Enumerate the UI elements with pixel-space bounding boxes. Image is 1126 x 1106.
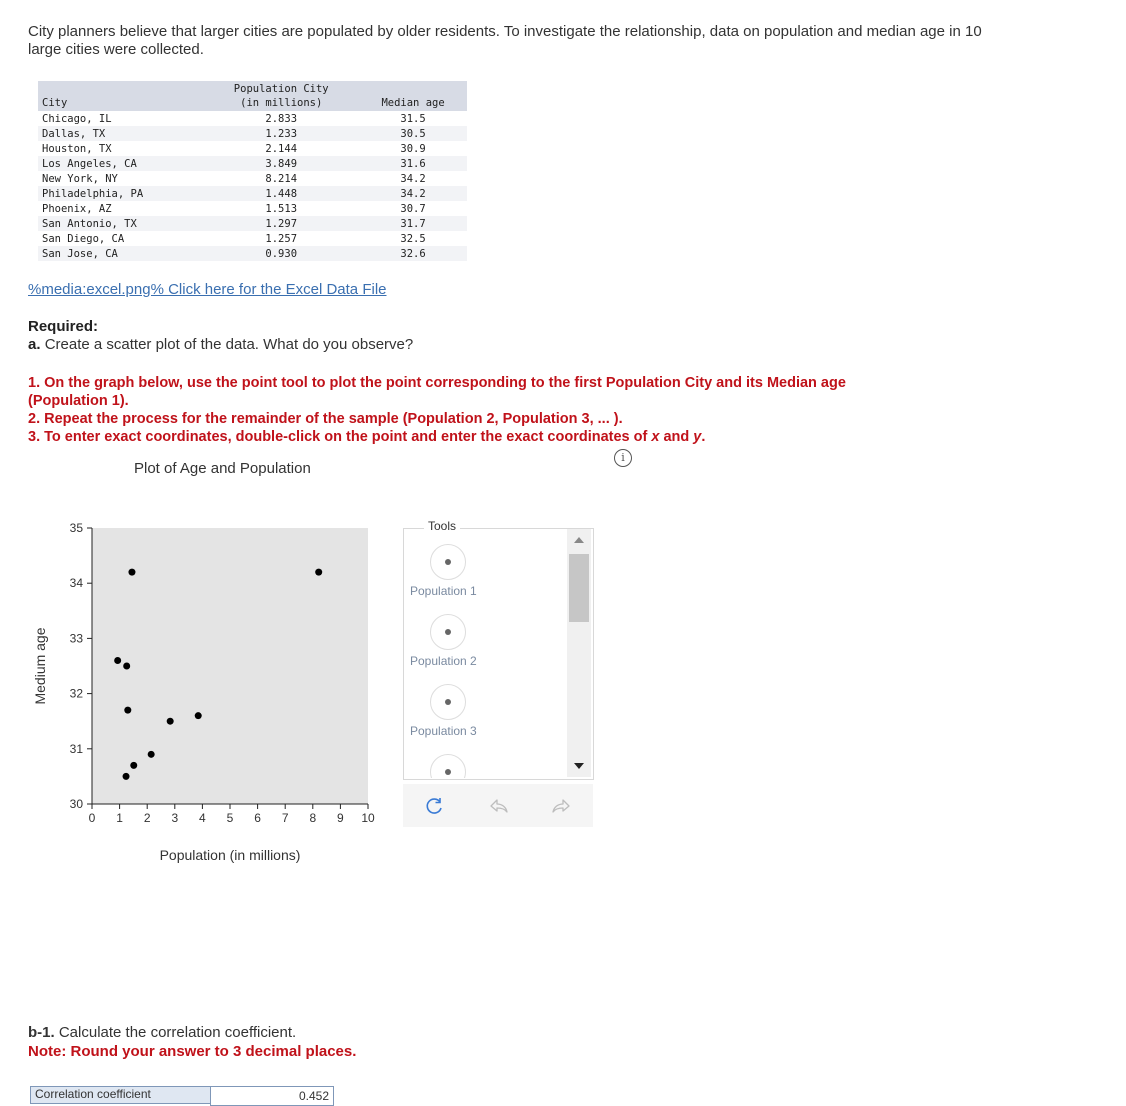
cell-median-age: 30.5	[359, 126, 467, 141]
cell-city: Los Angeles, CA	[38, 156, 203, 171]
cell-city: San Diego, CA	[38, 231, 203, 246]
part-b1-text: Calculate the correlation coefficient.	[58, 1024, 297, 1041]
data-point[interactable]	[130, 762, 137, 769]
y-tick-label: 31	[69, 741, 83, 756]
table-row	[38, 216, 467, 231]
scroll-down-arrow-icon[interactable]	[574, 763, 584, 769]
data-point[interactable]	[315, 569, 322, 576]
x-tick-label: 9	[337, 811, 344, 825]
table-row	[38, 126, 467, 141]
point-tool-icon	[445, 769, 451, 775]
tool-label: Population 1	[410, 584, 477, 598]
part-b1-note: Note: Round your answer to 3 decimal places.	[28, 1043, 357, 1060]
header-population-line2: (in millions)	[240, 97, 323, 109]
instruction-line-1: 1. On the graph below, use the point tool to plot the point corresponding to the first Population City and its Median age (Population 1).	[28, 375, 846, 409]
x-tick-label: 8	[309, 811, 317, 825]
y-tick-label: 35	[69, 521, 83, 535]
tools-scrollbar[interactable]	[567, 529, 591, 777]
instruction-x-var: x	[651, 429, 660, 445]
instruction-line-3	[28, 428, 908, 446]
cell-population: 1.233	[203, 126, 359, 141]
tools-panel	[403, 528, 594, 780]
chart-title: Plot of Age and Population	[134, 460, 311, 477]
x-tick-label: 0	[88, 811, 96, 825]
reset-icon	[425, 796, 445, 816]
instruction-line-3-and: and	[659, 429, 694, 445]
cell-population: 0.930	[203, 246, 359, 261]
part-a-prefix: a.	[28, 336, 41, 353]
required-heading: Required:	[28, 318, 99, 335]
cell-population: 1.297	[203, 216, 359, 231]
cell-city: Chicago, IL	[38, 111, 203, 126]
cell-city: San Antonio, TX	[38, 216, 203, 231]
x-tick-label: 2	[143, 811, 151, 825]
table-row	[38, 186, 467, 201]
data-point[interactable]	[123, 663, 130, 670]
cell-city: New York, NY	[38, 171, 203, 186]
y-tick-label: 33	[69, 631, 83, 646]
y-tick-label: 30	[69, 797, 83, 811]
tools-title: Tools	[424, 519, 460, 533]
cell-median-age: 32.5	[359, 231, 467, 246]
point-tool-button[interactable]	[430, 544, 466, 580]
point-tool-icon	[445, 559, 451, 565]
cell-city: Phoenix, AZ	[38, 201, 203, 216]
correlation-label: Correlation coefficient	[30, 1086, 214, 1104]
table-row	[38, 171, 467, 186]
cell-median-age: 32.6	[359, 246, 467, 261]
point-tool-button[interactable]	[430, 614, 466, 650]
data-point[interactable]	[195, 712, 202, 719]
cell-median-age: 30.7	[359, 201, 467, 216]
part-b1-section	[28, 1023, 356, 1061]
header-population-line1: Population City	[233, 83, 329, 95]
x-tick-label: 6	[254, 811, 261, 825]
data-point[interactable]	[123, 773, 130, 780]
redo-button[interactable]	[548, 793, 574, 819]
scroll-up-arrow-icon[interactable]	[574, 537, 584, 543]
cell-median-age: 31.5	[359, 111, 467, 126]
cell-population: 1.513	[203, 201, 359, 216]
data-point[interactable]	[124, 707, 131, 714]
x-axis-label: Population (in millions)	[159, 847, 301, 863]
x-tick-label: 7	[281, 811, 289, 825]
instruction-line-3-text: 3. To enter exact coordinates, double-click on the point and enter the exact coordinates of	[28, 429, 652, 445]
data-point[interactable]	[148, 751, 155, 758]
tool-population-1[interactable]	[410, 544, 560, 614]
x-tick-label: 3	[171, 811, 179, 825]
table-row	[38, 141, 467, 156]
undo-icon	[488, 796, 510, 816]
data-table	[38, 81, 467, 261]
cell-population: 1.257	[203, 231, 359, 246]
part-a-text: Create a scatter plot of the data. What do you observe?	[44, 336, 414, 353]
answer-row	[30, 1086, 330, 1106]
problem-intro: City planners believe that larger cities are populated by older residents. To investigate the relationship, data on population and median age in 10 large cities were collected.	[28, 23, 982, 58]
point-tool-button[interactable]	[430, 684, 466, 720]
x-tick-label: 4	[199, 811, 206, 825]
action-bar	[403, 784, 593, 827]
instruction-line-3-end: .	[701, 429, 706, 445]
tool-label: Population 2	[410, 654, 477, 668]
table-body	[38, 111, 467, 261]
point-tool-icon	[445, 699, 451, 705]
graph-instructions	[28, 374, 908, 446]
table-header-row	[38, 81, 467, 111]
tool-population-4-partial[interactable]	[410, 754, 560, 778]
instruction-y-var: y	[693, 429, 702, 445]
table-row	[38, 111, 467, 126]
scatter-graph[interactable]	[0, 500, 400, 880]
scroll-thumb[interactable]	[569, 554, 589, 622]
header-median-age: Median age	[359, 81, 467, 111]
required-section	[28, 318, 413, 354]
reset-button[interactable]	[422, 793, 448, 819]
info-icon[interactable]: i	[614, 449, 632, 467]
point-tool-button[interactable]	[430, 754, 466, 778]
table-row	[38, 231, 467, 246]
y-axis-label: Medium age	[32, 627, 48, 705]
data-point[interactable]	[128, 569, 135, 576]
cell-city: Dallas, TX	[38, 126, 203, 141]
cell-median-age: 31.6	[359, 156, 467, 171]
tool-label: Population 3	[410, 724, 477, 738]
cell-median-age: 34.2	[359, 171, 467, 186]
cell-population: 2.833	[203, 111, 359, 126]
y-tick-label: 32	[69, 686, 83, 701]
table-row	[38, 246, 467, 261]
cell-population: 1.448	[203, 186, 359, 201]
instruction-line-2: 2. Repeat the process for the remainder of the sample (Population 2, Population 3, ... ).	[28, 411, 623, 427]
cell-city: San Jose, CA	[38, 246, 203, 261]
cell-population: 2.144	[203, 141, 359, 156]
point-tool-icon	[445, 629, 451, 635]
cell-city: Philadelphia, PA	[38, 186, 203, 201]
redo-icon	[550, 796, 572, 816]
x-tick-label: 10	[361, 811, 375, 825]
x-tick-label: 5	[226, 811, 234, 825]
undo-button[interactable]	[486, 793, 512, 819]
table-row	[38, 201, 467, 216]
header-population	[203, 81, 359, 111]
cell-median-age: 31.7	[359, 216, 467, 231]
data-point[interactable]	[167, 718, 174, 725]
correlation-input[interactable]	[210, 1086, 334, 1106]
cell-population: 8.214	[203, 171, 359, 186]
table-row	[38, 156, 467, 171]
excel-data-link[interactable]: %media:excel.png% Click here for the Excel Data File	[28, 281, 387, 298]
x-tick-labels	[89, 811, 375, 825]
y-tick-labels	[70, 521, 84, 811]
cell-median-age: 34.2	[359, 186, 467, 201]
x-tick-label: 1	[116, 811, 123, 825]
tool-population-3[interactable]	[410, 684, 560, 754]
cell-city: Houston, TX	[38, 141, 203, 156]
header-city: City	[38, 81, 203, 111]
cell-median-age: 30.9	[359, 141, 467, 156]
y-tick-label: 34	[69, 576, 83, 591]
tool-population-2[interactable]	[410, 614, 560, 684]
part-b1-prefix: b-1.	[28, 1024, 55, 1041]
cell-population: 3.849	[203, 156, 359, 171]
data-point[interactable]	[114, 657, 121, 664]
